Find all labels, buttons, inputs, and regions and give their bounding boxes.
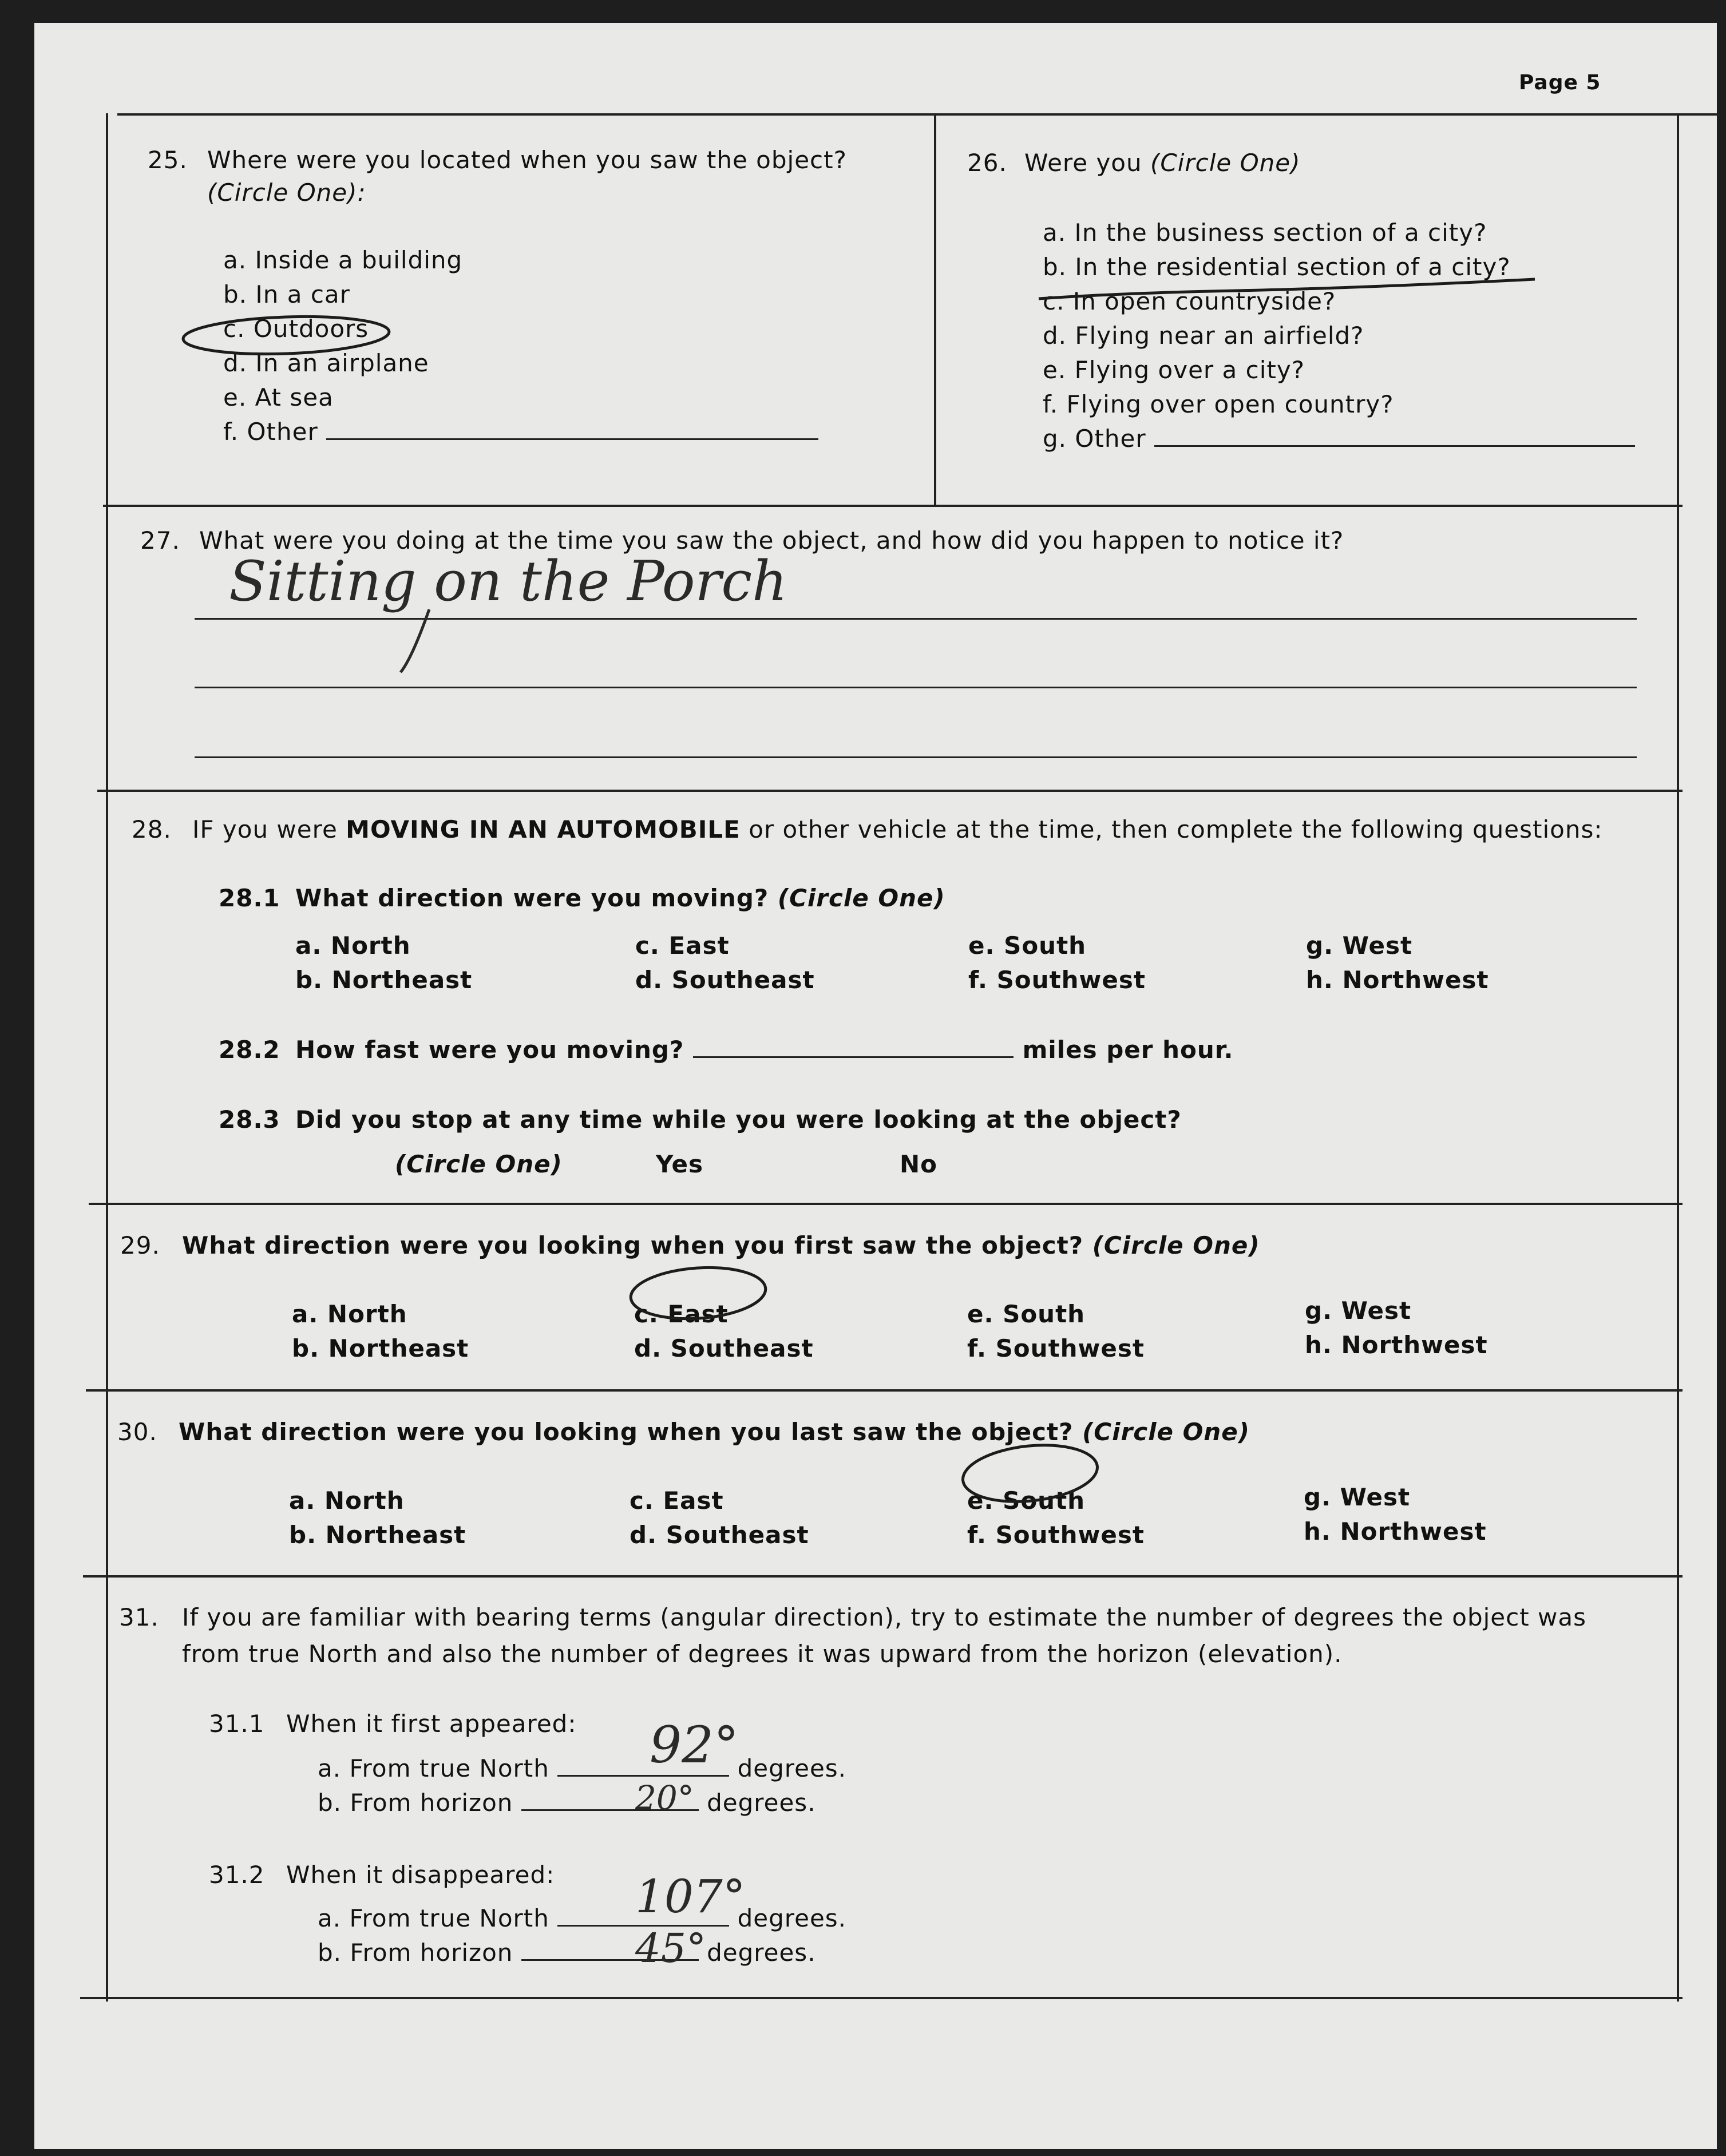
q30-option-f[interactable]: f. Southwest bbox=[967, 1521, 1145, 1549]
q28-1-number: 28.1 bbox=[219, 884, 280, 912]
q30-option-e[interactable]: e. South bbox=[967, 1487, 1086, 1515]
option-text: Flying over a city? bbox=[1074, 356, 1305, 384]
q30-question: What direction were you looking when you last saw the object? (Circle One) bbox=[179, 1418, 1250, 1446]
q25-option-f[interactable] bbox=[223, 418, 818, 446]
q26-option-f[interactable] bbox=[1043, 390, 1394, 418]
option-letter: e. bbox=[223, 383, 247, 411]
option-letter: d. bbox=[1043, 322, 1067, 350]
q31-1-label: When it first appeared: bbox=[286, 1710, 577, 1738]
q31-2-label: When it disappeared: bbox=[286, 1861, 555, 1889]
box-left-border bbox=[106, 113, 108, 2002]
row-divider-2 bbox=[97, 790, 1683, 792]
q31-question-line2: from true North and also the number of degrees it was upward from the horizon (elevation). bbox=[182, 1640, 1343, 1668]
q31-1-north-value[interactable]: 92° bbox=[650, 1715, 739, 1774]
q26-number: 26. bbox=[967, 149, 1007, 177]
q28-1-option-h[interactable]: h. Northwest bbox=[1306, 966, 1489, 994]
option-letter: a. bbox=[223, 246, 247, 274]
option-letter: d. bbox=[223, 349, 248, 377]
q28-3-no[interactable]: No bbox=[900, 1150, 938, 1178]
box-bottom-border bbox=[80, 1997, 1683, 1999]
answer-line-3[interactable] bbox=[195, 756, 1637, 758]
q31-1-number: 31.1 bbox=[209, 1710, 265, 1738]
answer-line-2[interactable] bbox=[195, 687, 1637, 688]
q25-number: 25. bbox=[148, 146, 188, 174]
q26-other-blank[interactable] bbox=[1154, 445, 1635, 447]
q31-question-line1: If you are familiar with bearing terms (angular direction), try to estimate the number of degrees the object was bbox=[182, 1603, 1586, 1631]
row-divider-3 bbox=[89, 1203, 1683, 1205]
q28-1-option-b[interactable]: b. Northeast bbox=[295, 966, 473, 994]
q31-2-horizon-row: b. From horizon degrees. bbox=[318, 1939, 816, 1967]
option-text: Other bbox=[1075, 425, 1146, 453]
q31-2-north-row: a. From true North degrees. bbox=[318, 1904, 847, 1932]
q31-number: 31. bbox=[119, 1603, 159, 1631]
option-text: In the business section of a city? bbox=[1074, 219, 1487, 247]
q31-2-number: 31.2 bbox=[209, 1861, 265, 1889]
row-divider-4 bbox=[86, 1389, 1683, 1392]
q28-1-option-d[interactable]: d. Southeast bbox=[635, 966, 815, 994]
q30-option-c[interactable]: c. East bbox=[630, 1487, 724, 1515]
row-divider-5 bbox=[83, 1575, 1683, 1578]
option-letter: c. bbox=[223, 315, 246, 343]
q28-number: 28. bbox=[132, 815, 172, 843]
option-text: Flying near an airfield? bbox=[1075, 322, 1364, 350]
q28-1-question: What direction were you moving? (Circle One) bbox=[295, 884, 945, 912]
q31-1-north-blank[interactable] bbox=[557, 1775, 729, 1777]
q26-option-c[interactable] bbox=[1043, 287, 1336, 315]
answer-line-1[interactable] bbox=[195, 618, 1637, 620]
option-letter: f. bbox=[1043, 390, 1059, 418]
q28-1-option-e[interactable]: e. South bbox=[968, 932, 1087, 960]
q26-option-g[interactable] bbox=[1043, 425, 1635, 453]
q29-question: What direction were you looking when you first saw the object? (Circle One) bbox=[182, 1231, 1260, 1259]
q31-1-horizon-value[interactable]: 20° bbox=[635, 1778, 694, 1817]
form-page bbox=[34, 23, 1717, 2149]
q27-question: What were you doing at the time you saw the object, and how did you happen to notice it? bbox=[199, 526, 1344, 554]
q26-option-b[interactable] bbox=[1043, 253, 1511, 281]
q29-option-a[interactable]: a. North bbox=[292, 1300, 407, 1328]
q28-3-question: Did you stop at any time while you were looking at the object? bbox=[295, 1105, 1182, 1134]
q31-1-horizon-row: b. From horizon degrees. bbox=[318, 1789, 816, 1817]
q28-question: IF you were MOVING IN AN AUTOMOBILE or other vehicle at the time, then complete the following questions: bbox=[192, 815, 1603, 843]
q28-2-question: How fast were you moving? miles per hour. bbox=[295, 1036, 1234, 1064]
option-text: In the residential section of a city? bbox=[1075, 253, 1511, 281]
q26-option-e[interactable] bbox=[1043, 356, 1305, 384]
q31-2-north-value[interactable]: 107° bbox=[635, 1870, 746, 1923]
q28-1-option-a[interactable]: a. North bbox=[295, 932, 411, 960]
option-letter: c. bbox=[1043, 287, 1065, 315]
q25-q26-divider bbox=[934, 114, 936, 507]
q29-option-e[interactable]: e. South bbox=[967, 1300, 1086, 1328]
q30-number: 30. bbox=[117, 1418, 157, 1446]
q29-option-d[interactable]: d. Southeast bbox=[634, 1334, 814, 1362]
q28-3-yes[interactable]: Yes bbox=[656, 1150, 704, 1178]
q29-option-h[interactable]: h. Northwest bbox=[1305, 1331, 1488, 1359]
option-text: At sea bbox=[255, 383, 334, 411]
q31-2-horizon-value[interactable]: 45° bbox=[635, 1925, 707, 1972]
q30-option-b[interactable]: b. Northeast bbox=[289, 1521, 466, 1549]
q28-1-option-c[interactable]: c. East bbox=[635, 932, 730, 960]
box-top-border bbox=[117, 113, 1720, 116]
option-letter: a. bbox=[1043, 219, 1067, 247]
option-letter: g. bbox=[1043, 425, 1067, 453]
q26-question: Were you (Circle One) bbox=[1024, 149, 1301, 177]
option-letter: b. bbox=[1043, 253, 1067, 281]
q30-option-h[interactable]: h. Northwest bbox=[1304, 1517, 1487, 1545]
page-label: Page 5 bbox=[1519, 71, 1601, 94]
q25-option-d[interactable] bbox=[223, 349, 429, 377]
q25-option-c[interactable] bbox=[223, 315, 369, 343]
q30-option-g[interactable]: g. West bbox=[1304, 1483, 1411, 1511]
option-text: In open countryside? bbox=[1072, 287, 1336, 315]
q28-1-option-g[interactable]: g. West bbox=[1306, 932, 1413, 960]
q30-option-a[interactable]: a. North bbox=[289, 1487, 405, 1515]
q28-3-instruction: (Circle One) bbox=[395, 1150, 563, 1178]
option-text: Flying over open country? bbox=[1066, 390, 1394, 418]
option-text: Other bbox=[247, 418, 318, 446]
q25-instruction: (Circle One): bbox=[207, 179, 366, 207]
q29-option-f[interactable]: f. Southwest bbox=[967, 1334, 1145, 1362]
q30-option-d[interactable]: d. Southeast bbox=[630, 1521, 809, 1549]
option-letter: e. bbox=[1043, 356, 1067, 384]
q25-option-e[interactable] bbox=[223, 383, 334, 411]
option-letter: f. bbox=[223, 418, 239, 446]
q28-2-number: 28.2 bbox=[219, 1036, 280, 1064]
q28-1-option-f[interactable]: f. Southwest bbox=[968, 966, 1146, 994]
q27-handwritten-answer[interactable]: Sitting on the Porch bbox=[229, 549, 787, 613]
q26-option-a[interactable] bbox=[1043, 219, 1487, 247]
box-right-border bbox=[1677, 113, 1679, 2002]
q28-3-number: 28.3 bbox=[219, 1105, 280, 1134]
option-text: Inside a building bbox=[255, 246, 463, 274]
q25-other-blank[interactable] bbox=[326, 438, 818, 440]
q25-option-a[interactable] bbox=[223, 246, 462, 274]
q31-1-north-row: a. From true North degrees. bbox=[318, 1754, 847, 1782]
q29-option-b[interactable]: b. Northeast bbox=[292, 1334, 469, 1362]
option-text: In a car bbox=[255, 280, 350, 308]
q27-number: 27. bbox=[140, 526, 180, 554]
q25-option-b[interactable] bbox=[223, 280, 350, 308]
q29-option-g[interactable]: g. West bbox=[1305, 1297, 1412, 1325]
q25-question: Where were you located when you saw the object? bbox=[207, 146, 847, 174]
option-letter: b. bbox=[223, 280, 248, 308]
option-text: Outdoors bbox=[253, 315, 369, 343]
q29-number: 29. bbox=[120, 1231, 160, 1259]
q29-option-c[interactable]: c. East bbox=[634, 1300, 729, 1328]
q26-option-d[interactable] bbox=[1043, 322, 1364, 350]
speed-blank[interactable] bbox=[693, 1056, 1014, 1058]
row-divider-1 bbox=[103, 505, 1683, 507]
option-text: In an airplane bbox=[255, 349, 429, 377]
